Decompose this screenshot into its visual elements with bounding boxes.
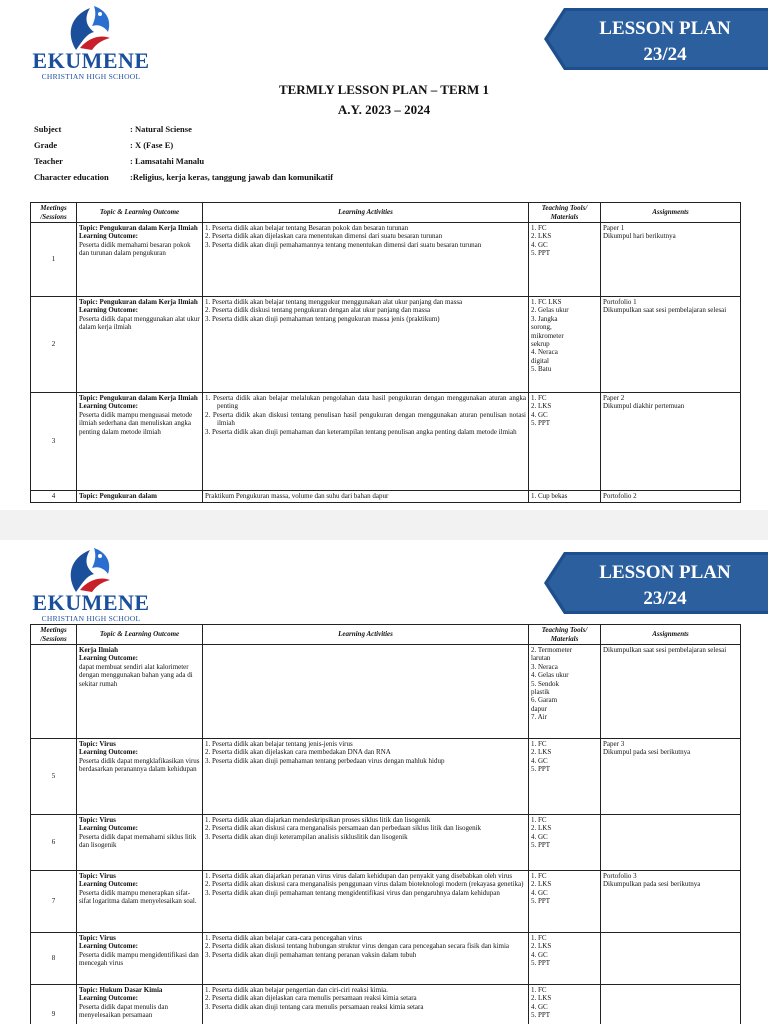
tool-item: 2. LKS <box>531 402 552 411</box>
topic-title: Topic: Virus <box>79 872 116 880</box>
assignment-item: Paper 2 <box>603 394 625 402</box>
banner-title: LESSON PLAN <box>599 18 731 39</box>
tools-cell <box>529 223 601 297</box>
school-subtitle: CHRISTIAN HIGH SCHOOL <box>41 72 141 81</box>
activities-cell <box>203 933 529 985</box>
activity-item: 1. Peserta didik akan belajar tentang Besaran pokok dan besaran turunan <box>205 224 409 232</box>
header-assignments: Assignments <box>601 203 741 223</box>
header-meetings: Meetings /Sessions <box>31 625 77 645</box>
topic-cell <box>77 985 203 1024</box>
table-header-row <box>31 203 741 223</box>
table-row <box>31 815 741 871</box>
activity-item: 2. Peserta didik akan dijelaskan cara membedakan DNA dan RNA <box>205 748 391 757</box>
header-topic: Topic & Learning Outcome <box>77 625 203 645</box>
topic-cell <box>77 739 203 815</box>
header-assignments: Assignments <box>601 625 741 645</box>
assignments-cell <box>601 739 741 815</box>
learning-outcome-label: Learning Outcome: <box>79 880 138 889</box>
tools-cell <box>529 871 601 933</box>
activity-item: 1. Peserta didik akan belajar cara-cara pencegahan virus <box>205 934 363 942</box>
tool-item: 5. PPT <box>531 1011 551 1020</box>
activities-cell <box>203 739 529 815</box>
banner-year: 23/24 <box>643 44 687 65</box>
lesson-plan-banner <box>540 548 768 618</box>
header-tools: Teaching Tools/ Materials <box>529 203 601 223</box>
meeting-number: 3 <box>31 393 77 491</box>
tool-item: 4. GC <box>531 410 548 419</box>
activity-item: 2. Peserta didik diskusi tentang pengukuran dengan alat ukur panjang dan massa <box>205 306 431 315</box>
table-row <box>31 985 741 1024</box>
tool-item: 1. FC <box>531 816 547 824</box>
learning-outcome-text: dapat membuat sendiri alat kalorimeter dengan menggunakan bahan yang ada di sekitar rumah <box>79 662 193 688</box>
assignment-item: Dikumpulkan pada sesi berikutnya <box>603 880 701 889</box>
school-logo <box>26 546 156 623</box>
table-row <box>31 871 741 933</box>
activities-cell <box>203 815 529 871</box>
tool-item: 1. FC LKS <box>531 298 562 306</box>
activities-list <box>205 492 526 500</box>
tools-cell <box>529 933 601 985</box>
activity-item: 3. Peserta didik akan diuji pemahaman tentang perbedaan virus dengan mahluk hidup <box>205 756 445 765</box>
learning-outcome-label: Learning Outcome: <box>79 942 138 951</box>
assignments-cell <box>601 491 741 503</box>
assignment-item: Portofolio 3 <box>603 872 637 880</box>
school-subtitle: CHRISTIAN HIGH SCHOOL <box>41 614 141 623</box>
activity-item: 3. Peserta didik akan diuji pemahaman tentang peranan vaksin dalam tubuh <box>205 950 417 959</box>
activity-item: 2. Peserta didik akan dijelaskan cara menentukan dimensi dari suatu besaran turunan <box>205 232 443 241</box>
tool-item: 2. LKS <box>531 824 552 833</box>
topic-title: Topic: Pengukuran dalam <box>79 492 157 500</box>
teacher-label: Teacher <box>34 156 63 166</box>
learning-outcome-text: Peserta didik mampu menerapkan sifat-sifat logaritma dalam menyelesaikan soal. <box>79 888 197 906</box>
topic-cell <box>77 297 203 393</box>
assignments-cell <box>601 645 741 739</box>
school-name: EKUMENE <box>32 48 150 73</box>
tools-cell <box>529 739 601 815</box>
learning-outcome-label: Learning Outcome: <box>79 824 138 833</box>
topic-title: Topic: Virus <box>79 934 116 942</box>
assignments-cell <box>601 985 741 1024</box>
table-row <box>31 491 741 503</box>
table-row <box>31 739 741 815</box>
tool-item: 1. Cup bekas <box>531 492 568 500</box>
assignment-item: Paper 1 <box>603 224 625 232</box>
topic-cell <box>77 815 203 871</box>
meeting-number: 1 <box>31 223 77 297</box>
tool-item: 4. Gelas ukur <box>531 671 569 680</box>
meeting-number: 8 <box>31 933 77 985</box>
activities-list <box>205 872 526 897</box>
document-page-2 <box>0 540 768 1024</box>
academic-year: A.Y. 2023 – 2024 <box>337 102 431 117</box>
document-title: TERMLY LESSON PLAN – TERM 1 <box>278 82 490 97</box>
activity-item: 2. Peserta didik akan dijelaskan cara menulis persamaan reaksi kimia setara <box>205 994 417 1003</box>
activities-cell <box>203 393 529 491</box>
document-page-1 <box>0 0 768 510</box>
tool-item: sorong, <box>531 323 552 332</box>
activity-item: 1. Peserta didik akan belajar melalukan pengolahan data hasil pengukuran dengan menggunakan aturan angka penting <box>205 394 526 411</box>
topic-cell <box>77 393 203 491</box>
eagle-logo-icon <box>56 4 126 52</box>
meeting-number <box>31 645 77 739</box>
meeting-number: 7 <box>31 871 77 933</box>
tools-cell <box>529 297 601 393</box>
activity-item: Praktikum Pengukuran massa, volume dan suhu dari bahan dapur <box>205 492 389 500</box>
subject-value: : Natural Sciense <box>130 124 192 134</box>
activities-list <box>205 816 526 841</box>
activities-list <box>205 986 526 1011</box>
meeting-number: 2 <box>31 297 77 393</box>
header-tools: Teaching Tools/ Materials <box>529 625 601 645</box>
tool-item: 4. GC <box>531 240 548 249</box>
tool-item: 2. LKS <box>531 994 552 1003</box>
tool-item: 1. FC <box>531 986 547 994</box>
topic-title: Topic: Hukum Dasar Kimia <box>79 986 163 994</box>
activity-item: 3. Peserta didik akan diuji pemahaman dan keterampilan tentang penulisan angka penting dalam metode ilmiah <box>205 427 517 436</box>
tool-item: 2. Gelas ukur <box>531 306 569 315</box>
tools-cell <box>529 985 601 1024</box>
eagle-logo-icon <box>56 546 126 594</box>
assignments-cell <box>601 393 741 491</box>
banner-year: 23/24 <box>643 588 687 609</box>
assignments-cell <box>601 871 741 933</box>
topic-cell <box>77 223 203 297</box>
tools-cell <box>529 393 601 491</box>
topic-cell <box>77 491 203 503</box>
learning-outcome-text: Peserta didik mampu mengidentifikasi dan mencegah virus <box>79 950 199 968</box>
assignment-item: Portofolio 1 <box>603 298 637 306</box>
tool-item: 1. FC <box>531 934 547 942</box>
school-logo <box>26 4 156 81</box>
activity-item: 2. Peserta didik akan diskusi tentang penulisan hasil pengukuran dengan menggunakan aturan penulisan notasi ilmiah <box>205 410 526 428</box>
activity-item: 2. Peserta didik akan diskusi tentang hubungan struktur virus dengan cara pencegahan secara fisik dan kimia <box>205 942 510 951</box>
banner-title: LESSON PLAN <box>599 562 731 583</box>
tool-item: 7. Air <box>531 713 547 722</box>
tool-item: 4. Neraca <box>531 348 558 357</box>
tool-item: plastik <box>531 687 550 696</box>
topic-title: Topic: Virus <box>79 740 116 748</box>
learning-outcome-text: Peserta didik dapat menulis dan menyelesaikan persamaan <box>79 1002 169 1020</box>
lesson-plan-banner <box>540 4 768 74</box>
activities-cell <box>203 871 529 933</box>
learning-outcome-text: Peserta didik dapat menggunakan alat ukur dalam kerja ilmiah <box>79 314 200 332</box>
tool-item: 1. FC <box>531 872 547 880</box>
table-row <box>31 223 741 297</box>
learning-outcome-label: Learning Outcome: <box>79 994 138 1003</box>
activity-item: 1. Peserta didik akan diajarkan peranan virus virus dalam kehidupan dan penyakit yang disebabkan oleh virus <box>205 872 513 880</box>
assignment-item: Paper 3 <box>603 740 625 748</box>
learning-outcome-text: Peserta didik dapat mengklafikasikan virus berdasarkan peranannya dalam kehidupan <box>79 756 200 774</box>
meeting-number: 5 <box>31 739 77 815</box>
tools-cell <box>529 645 601 739</box>
grade-label: Grade <box>34 140 58 150</box>
activities-cell <box>203 223 529 297</box>
learning-outcome-label: Learning Outcome: <box>79 232 138 241</box>
header-activities: Learning Activities <box>203 625 529 645</box>
subject-label: Subject <box>34 124 62 134</box>
activities-cell <box>203 297 529 393</box>
tool-item: 3. Neraca <box>531 662 558 671</box>
activity-item: 1. Peserta didik akan belajar tentang jenis-jenis virus <box>205 740 353 748</box>
table-row <box>31 393 741 491</box>
tool-item: 5. Sendok <box>531 679 559 688</box>
table-row <box>31 297 741 393</box>
tool-item: 5. PPT <box>531 249 551 258</box>
activity-item: 3. Peserta didik akan diuji pemahamannya tentang menentukan dimensi dari suatu besaran turunan <box>205 240 482 249</box>
meeting-number: 6 <box>31 815 77 871</box>
tool-item: dapur <box>531 704 547 713</box>
activity-item: 1. Peserta didik akan belajar pengertian dan ciri-ciri reaksi kimia. <box>205 986 388 994</box>
tool-item: mikrometer <box>531 331 564 340</box>
tool-item: sekrup <box>531 339 550 348</box>
assignment-item: Dikumpulkan saat sesi pembelajaran selesai <box>603 646 727 654</box>
character-value: :Religius, kerja keras, tanggung jawab dan komunikatif <box>130 172 334 182</box>
table-row <box>31 645 741 739</box>
topic-cell <box>77 645 203 739</box>
lesson-plan-table <box>30 624 741 1024</box>
tool-item: 6. Garam <box>531 696 558 705</box>
topic-title: Topic: Pengukuran dalam Kerja Ilmiah <box>79 394 198 402</box>
meeting-number: 9 <box>31 985 77 1024</box>
meeting-number: 4 <box>31 491 77 503</box>
tool-item: 4. GC <box>531 950 548 959</box>
tool-item: 5. PPT <box>531 841 551 850</box>
assignments-cell <box>601 297 741 393</box>
learning-outcome-label: Learning Outcome: <box>79 306 138 315</box>
activities-list <box>205 934 526 959</box>
topic-title: Topic: Virus <box>79 816 116 824</box>
tool-item: 1. FC <box>531 740 547 748</box>
character-label: Character education <box>34 172 109 182</box>
table-row <box>31 933 741 985</box>
activities-cell <box>203 645 529 739</box>
activities-list <box>205 394 526 436</box>
tool-item: 4. GC <box>531 832 548 841</box>
assignments-cell <box>601 815 741 871</box>
table-header-row <box>31 625 741 645</box>
activity-item: 3. Peserta didik akan diuji pemahaman tentang mengidentifikasi virus dan pengaruhnya dalam kehidupan <box>205 888 500 897</box>
learning-outcome-text: Peserta didik dapat memahami siklus litik dan lisogenik <box>79 832 197 850</box>
tool-item: 1. FC <box>531 224 547 232</box>
activities-cell <box>203 491 529 503</box>
tool-item: 2. LKS <box>531 880 552 889</box>
learning-outcome-text: Peserta didik memahami besaran pokok dan turunan dalam pengukuran <box>79 240 191 258</box>
tool-item: 2. Termometer <box>531 646 572 654</box>
topic-cell <box>77 871 203 933</box>
activity-item: 1. Peserta didik akan diajarkan mendeskripsikan proses siklus litik dan lisogenik <box>205 816 431 824</box>
tool-item: larutan <box>531 654 551 663</box>
header-meetings: Meetings /Sessions <box>31 203 77 223</box>
topic-title: Topic: Pengukuran dalam Kerja Ilmiah <box>79 298 198 306</box>
activities-list <box>205 740 526 765</box>
assignment-item: Dikumpul hari berikutnya <box>603 232 676 241</box>
assignment-item: Dikumpul diakhir pertemuan <box>603 402 685 411</box>
tool-item: 4. GC <box>531 888 548 897</box>
tool-item: 2. LKS <box>531 232 552 241</box>
activity-item: 1. Peserta didik akan belajar tentang menggukur menggunakan alat ukur panjang dan massa <box>205 298 463 306</box>
tool-item: 4. GC <box>531 756 548 765</box>
activities-list <box>205 298 526 323</box>
school-name: EKUMENE <box>32 590 150 615</box>
topic-title: Topic: Pengukuran dalam Kerja Ilmiah <box>79 224 198 232</box>
tool-item: 5. PPT <box>531 419 551 428</box>
topic-cell <box>77 933 203 985</box>
assignments-cell <box>601 933 741 985</box>
assignment-item: Dikumpul pada sesi berikutnya <box>603 748 691 757</box>
activity-item: 3. Peserta didik akan diuji keterampilan analisis sikluslitik dan lisogenik <box>205 832 408 841</box>
assignments-cell <box>601 223 741 297</box>
tool-item: 4. GC <box>531 1002 548 1011</box>
tool-item: 5. Batu <box>531 365 552 374</box>
teacher-value: : Lamsatahi Manalu <box>130 156 205 166</box>
tool-item: 5. PPT <box>531 897 551 906</box>
activity-item: 2. Peserta didik akan diskusi cara menganalisis persamaan dan perbedaan siklus litik dan lisogenik <box>205 824 482 833</box>
activity-item: 3. Peserta didik akan diuji pemahaman tentang pengukuran massa jenis (praktikum) <box>205 314 440 323</box>
tool-item: 2. LKS <box>531 748 552 757</box>
learning-outcome-text: Peserta didik mampu menguasai metode ilmiah sederhana dan menuliskan angka penting dalam metode ilmiah <box>79 410 193 436</box>
activity-item: 3. Peserta didik akan diuji tentang cara menulis persamaan reaksi kimia setara <box>205 1002 424 1011</box>
lesson-plan-table <box>30 202 741 503</box>
tool-item: 1. FC <box>531 394 547 402</box>
header-activities: Learning Activities <box>203 203 529 223</box>
tool-item: 3. Jangka <box>531 314 558 323</box>
tools-cell <box>529 815 601 871</box>
activities-cell <box>203 985 529 1024</box>
tool-item: digital <box>531 356 549 365</box>
learning-outcome-label: Learning Outcome: <box>79 402 138 411</box>
tool-item: 2. LKS <box>531 942 552 951</box>
tools-cell <box>529 491 601 503</box>
grade-value: : X (Fase E) <box>130 140 174 150</box>
activities-list <box>205 224 526 249</box>
tool-item: 5. PPT <box>531 765 551 774</box>
learning-outcome-label: Learning Outcome: <box>79 748 138 757</box>
activity-item: 2. Peserta didik akan diskusi cara menganalisis penggunaan virus dalam bioteknologi modern (rekayasa genetika) <box>205 880 524 889</box>
topic-title: Kerja Ilmiah <box>79 646 119 654</box>
header-topic: Topic & Learning Outcome <box>77 203 203 223</box>
assignment-item: Dikumpulkan saat sesi pembelajaran selesai <box>603 306 727 315</box>
learning-outcome-label: Learning Outcome: <box>79 654 138 663</box>
page-gap <box>0 510 768 540</box>
assignment-item: Portofolio 2 <box>603 492 637 500</box>
tool-item: 5. PPT <box>531 959 551 968</box>
